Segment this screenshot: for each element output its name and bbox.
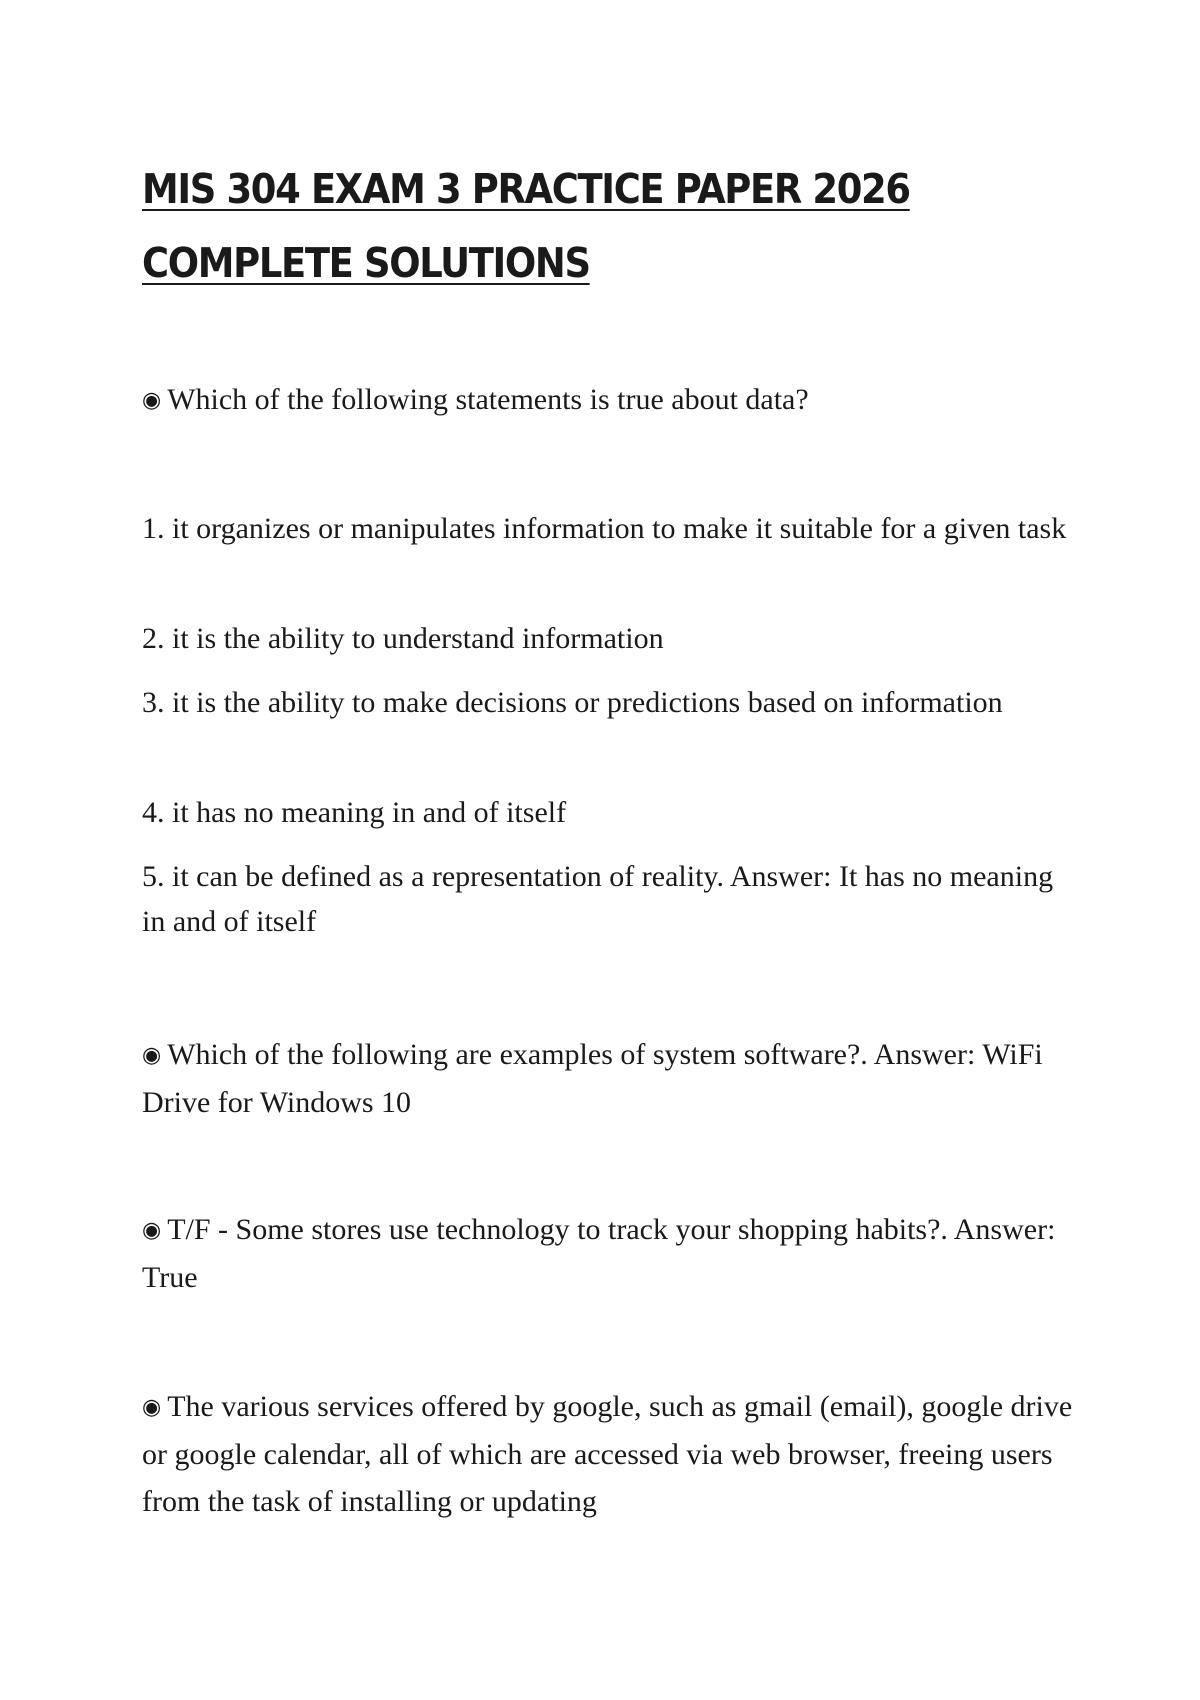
- bullet-icon: ◉: [142, 1043, 162, 1068]
- q1-option-5: 5. it can be defined as a representation of reality. Answer: It has no meaning in and of itself: [142, 860, 1054, 938]
- title-line-1: MIS 304 EXAM 3 PRACTICE PAPER 2026: [142, 165, 910, 213]
- q1-option-4: 4. it has no meaning in and of itself: [142, 796, 567, 829]
- question-2-text: Which of the following are examples of system software?. Answer: WiFi Drive for Windows 10: [142, 1038, 1043, 1119]
- question-4-text: The various services offered by google, such as gmail (email), google drive or google calendar, all of which are accessed via web browser, freeing users from the task of installing or updating: [142, 1390, 1073, 1518]
- question-3-text: T/F - Some stores use technology to track your shopping habits?. Answer: True: [142, 1213, 1056, 1294]
- question-1: [142, 376, 1082, 424]
- title-line-2: COMPLETE SOLUTIONS: [142, 239, 590, 287]
- page-title: [142, 152, 1006, 300]
- q1-option-2: 2. it is the ability to understand information: [142, 622, 664, 655]
- question-2: [142, 1031, 1082, 1126]
- q1-option-1: 1. it organizes or manipulates information to make it suitable for a given task: [142, 512, 1067, 545]
- bullet-icon: ◉: [142, 388, 162, 413]
- q1-option-3: 3. it is the ability to make decisions or predictions based on information: [142, 686, 1003, 719]
- question-1-text: Which of the following statements is true about data?: [167, 383, 809, 416]
- question-3: [142, 1206, 1082, 1301]
- bullet-icon: ◉: [142, 1395, 162, 1420]
- bullet-icon: ◉: [142, 1218, 162, 1243]
- question-4: [142, 1383, 1082, 1525]
